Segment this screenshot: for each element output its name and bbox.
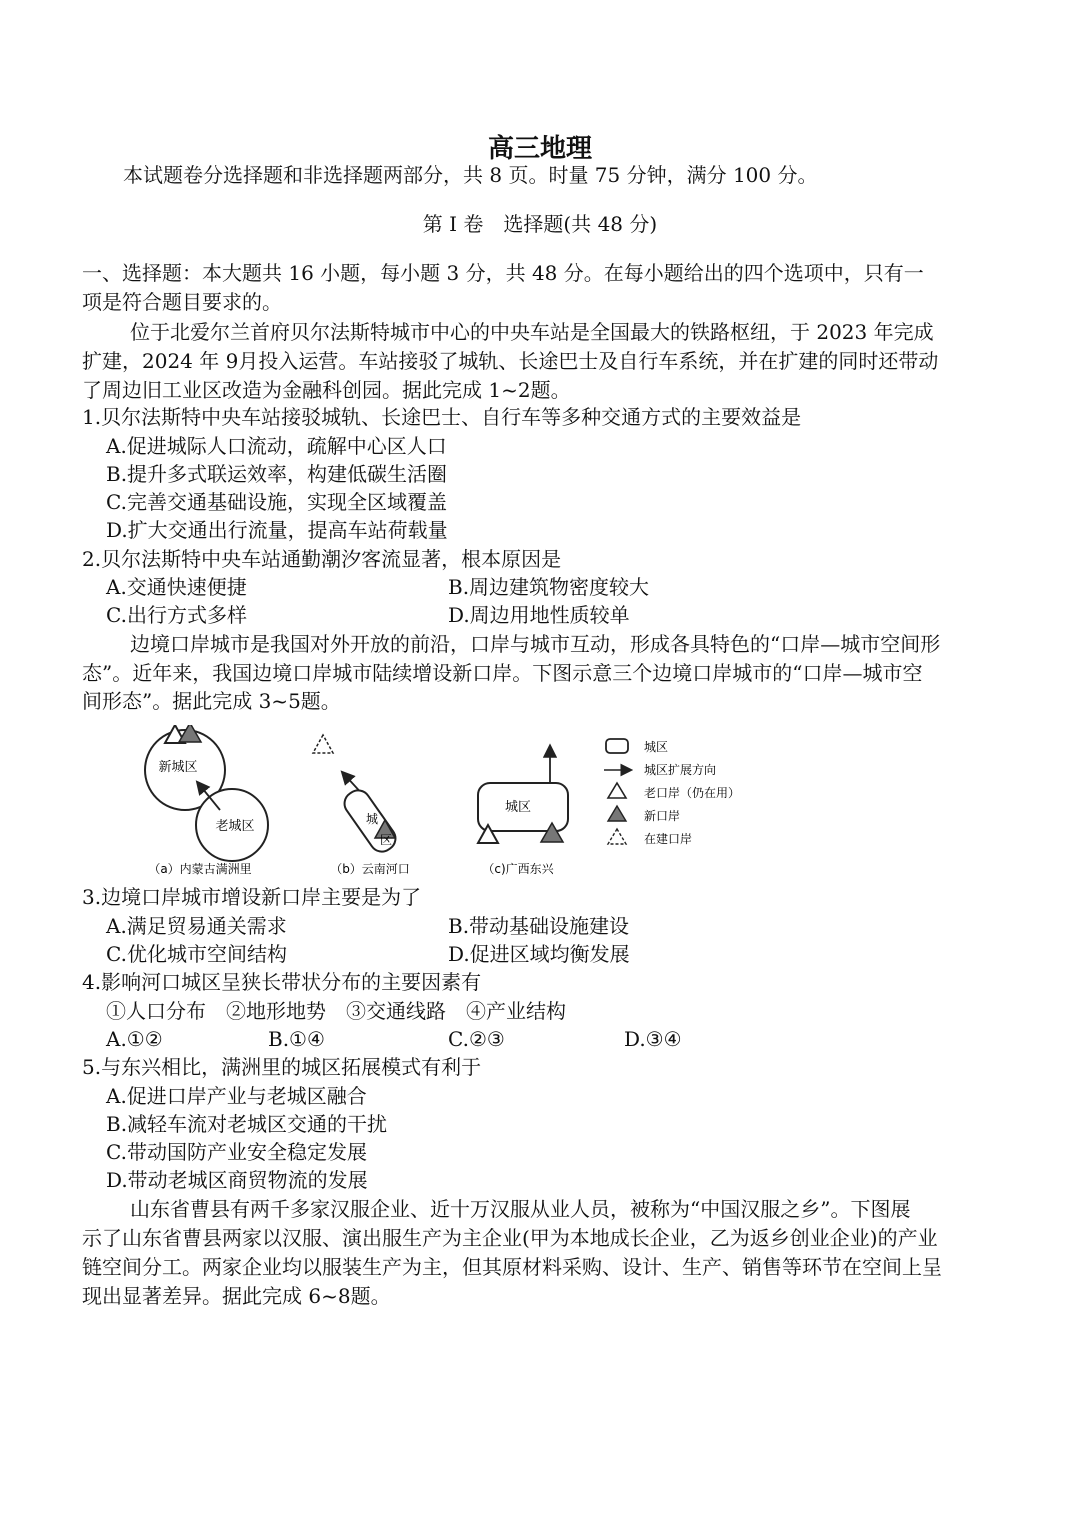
legend-city-label: 城区: [644, 740, 669, 754]
passage3-line-1: 山东省曹县有两千多家汉服企业、近十万汉服从业人员，被称为“中国汉服之乡”。下图展: [130, 1197, 911, 1221]
passage3-line-3: 链空间分工。两家企业均以服装生产为主，但其原材料采购、设计、生产、销售等环节在空间上呈: [82, 1255, 942, 1279]
city-label-char-1: 城: [365, 812, 379, 826]
passage2-line-3: 间形态”。据此完成 3~5题。: [82, 689, 341, 713]
legend-old-port-label: 老口岸（仍在用）: [644, 786, 741, 800]
q1-option-c: C.完善交通基础设施，实现全区域覆盖: [106, 490, 447, 514]
city-zone-label: 城区: [504, 800, 532, 815]
legend-building-port-label: 在建口岸: [644, 832, 693, 846]
figure-legend: [604, 739, 740, 846]
caption-b: （b）云南河口: [330, 862, 410, 876]
q2-option-d: D.周边用地性质较单: [448, 603, 630, 627]
exam-intro: 本试题卷分选择题和非选择题两部分，共 8 页。时量 75 分钟，满分 100 分。: [123, 163, 818, 187]
q4-option-c: C.②③: [448, 1027, 505, 1051]
q3-option-b: B.带动基础设施建设: [448, 914, 630, 938]
page-title: 高三地理: [487, 134, 592, 164]
diagram-a-manzhouli: [145, 725, 268, 876]
building-port-triangle-icon: [313, 735, 333, 753]
q2-option-a: A.交通快速便捷: [106, 575, 247, 599]
instructions-line-2: 项是符合题目要求的。: [82, 290, 282, 314]
diagram-b-hekou: [313, 735, 410, 876]
legend-new-port-label: 新口岸: [644, 809, 681, 823]
q1-stem: 1.贝尔法斯特中央车站接驳城轨、长途巴士、自行车等多种交通方式的主要效益是: [82, 405, 802, 429]
caption-c: （c)广西东兴: [482, 862, 554, 876]
new-port-triangle-icon: [179, 725, 201, 742]
instructions-line-1: 一、选择题：本大题共 16 小题，每小题 3 分，共 48 分。在每小题给出的四个选项中，只有一: [82, 261, 924, 285]
q4-option-a: A.①②: [106, 1027, 163, 1051]
legend-expansion-label: 城区扩展方向: [644, 763, 717, 777]
q3-option-c: C.优化城市空间结构: [106, 942, 287, 966]
passage1-line-2: 扩建，2024 年 9月投入运营。车站接驳了城轨、长途巴士及自行车系统，并在扩建的同时还带动: [82, 349, 939, 373]
passage2-line-2: 态”。近年来，我国边境口岸城市陆续增设新口岸。下图示意三个边境口岸城市的“口岸—城市空: [82, 661, 923, 685]
q1-option-b: B.提升多式联运效率，构建低碳生活圈: [106, 462, 448, 486]
q4-option-b: B.①④: [268, 1027, 325, 1051]
caption-a: （a）内蒙古满洲里: [148, 862, 252, 876]
q5-option-b: B.减轻车流对老城区交通的干扰: [106, 1112, 388, 1136]
passage1-line-1: 位于北爱尔兰首府贝尔法斯特城市中心的中央车站是全国最大的铁路枢纽，于 2023 年完成: [130, 320, 934, 344]
q3-option-d: D.促进区域均衡发展: [448, 942, 630, 966]
legend-old-port-icon: [608, 783, 626, 798]
city-label-char-2: 区: [379, 833, 393, 847]
q5-option-d: D.带动老城区商贸物流的发展: [106, 1168, 368, 1192]
section-title: 第 I 卷 选择题(共 48 分): [422, 212, 658, 236]
q2-option-b: B.周边建筑物密度较大: [448, 575, 650, 599]
q2-option-c: C.出行方式多样: [106, 603, 247, 627]
new-city-label: 新城区: [158, 760, 198, 775]
legend-new-port-icon: [608, 806, 626, 821]
q5-option-c: C.带动国防产业安全稳定发展: [106, 1140, 367, 1164]
legend-city-icon: [606, 739, 628, 753]
q4-items: ①人口分布 ②地形地势 ③交通线路 ④产业结构: [106, 999, 566, 1023]
q1-option-a: A.促进城际人口流动，疏解中心区人口: [106, 434, 447, 458]
legend-building-port-icon: [608, 829, 626, 844]
q4-stem: 4.影响河口城区呈狭长带状分布的主要因素有: [82, 970, 482, 994]
port-city-figure: [140, 725, 800, 885]
q3-option-a: A.满足贸易通关需求: [106, 914, 287, 938]
q5-option-a: A.促进口岸产业与老城区融合: [106, 1084, 367, 1108]
diagram-c-dongxing: [478, 747, 568, 876]
passage1-line-3: 了周边旧工业区改造为金融科创园。据此完成 1~2题。: [82, 378, 571, 402]
passage3-line-2: 示了山东省曹县两家以汉服、演出服生产为主企业(甲为本地成长企业，乙为返乡创业企业)的产业: [82, 1226, 938, 1250]
q5-stem: 5.与东兴相比，满洲里的城区拓展模式有利于: [82, 1055, 482, 1079]
old-city-label: 老城区: [215, 819, 255, 834]
passage2-line-1: 边境口岸城市是我国对外开放的前沿，口岸与城市互动，形成各具特色的“口岸—城市空间形: [130, 632, 941, 656]
q1-option-d: D.扩大交通出行流量，提高车站荷载量: [106, 518, 448, 542]
q2-stem: 2.贝尔法斯特中央车站通勤潮汐客流显著，根本原因是: [82, 547, 562, 571]
passage3-line-4: 现出显著差异。据此完成 6~8题。: [82, 1284, 391, 1308]
q3-stem: 3.边境口岸城市增设新口岸主要是为了: [82, 885, 422, 909]
q4-option-d: D.③④: [624, 1027, 682, 1051]
